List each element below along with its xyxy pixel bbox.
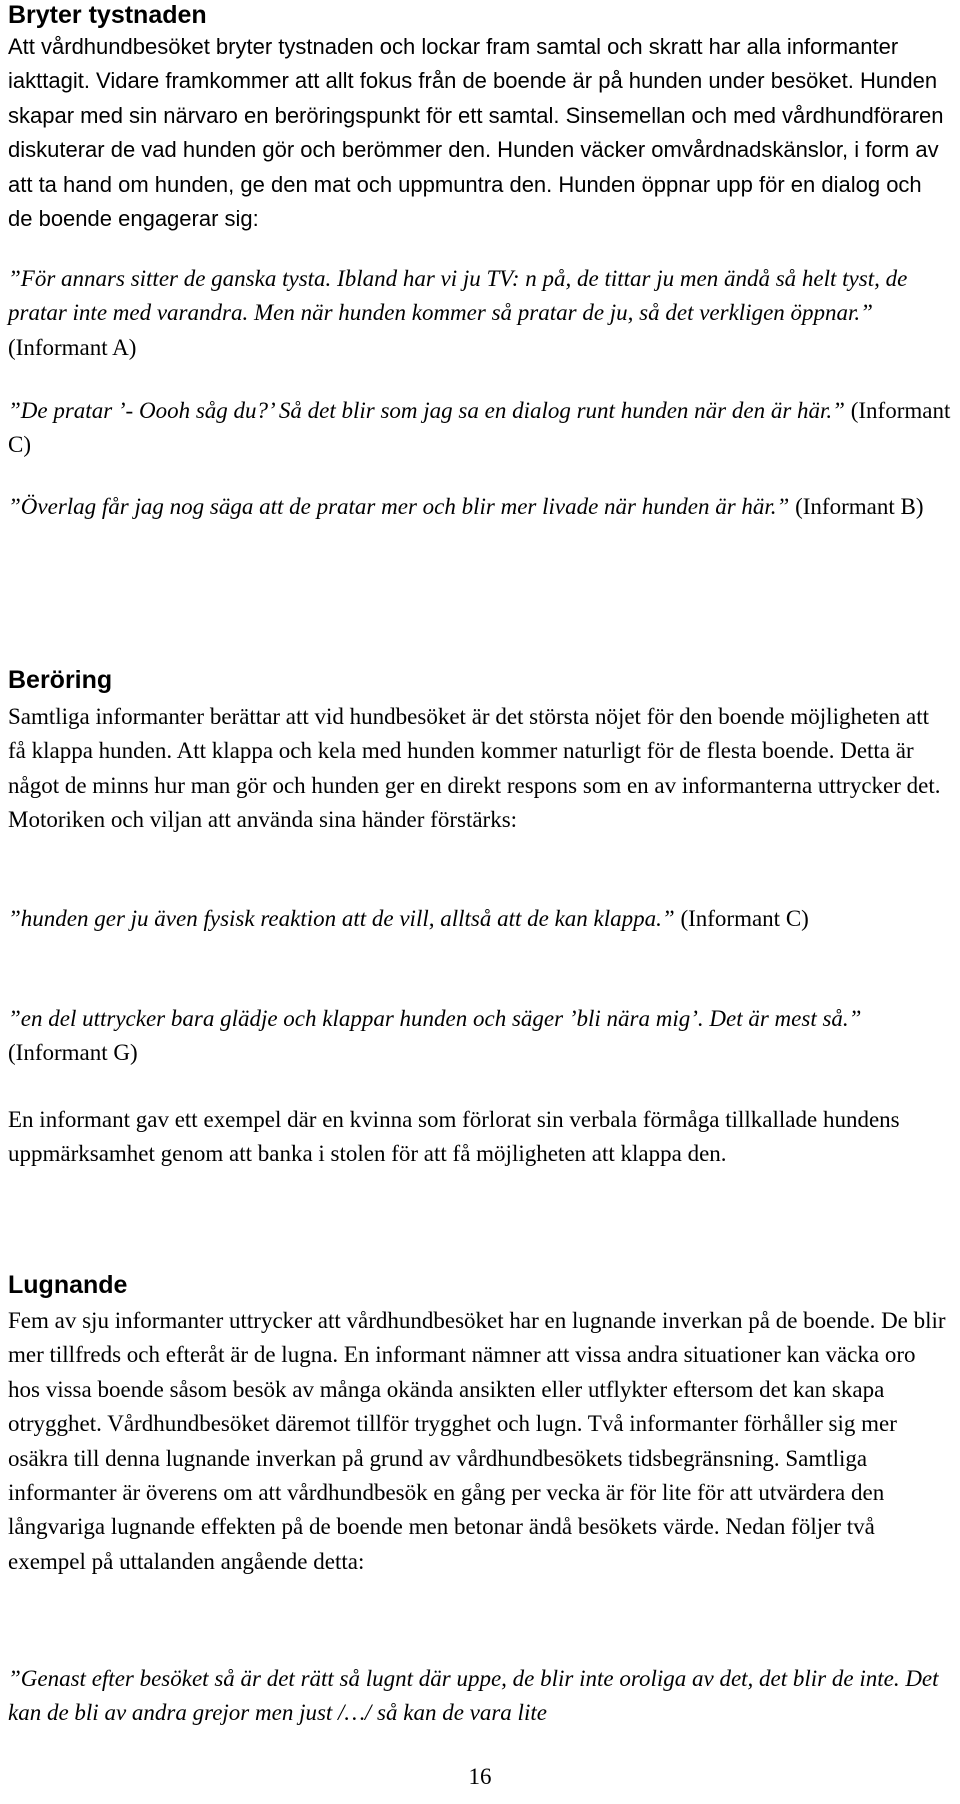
body-paragraph: Att vårdhundbesöket bryter tystnaden och lockar fram samtal och skratt har alla informanter iakttagit. Vidare framkommer att allt fokus från de boende är på hunden under besöket. Hunden skapar med sin närvaro en beröringspunkt för ett samtal. Sinsemellan och med vårdhundföraren diskuterar de vad hunden gör och berömmer den. Hunden väcker omvårdnadskänslor, i form av att ta hand om hunden, ge den mat och uppmuntra den. Hunden öppnar upp för en dialog och de boende engagerar sig: xyxy=(8,34,944,232)
quote-block xyxy=(8,1002,952,1071)
body-paragraph: Samtliga informanter berättar att vid hundbesöket är det största nöjet för den boende möjligheten att få klappa hunden. Att klappa och kela med hunden kommer naturligt för de flesta boende. Detta är något de minns hur man gör och hunden ger en direkt respons som en av informanterna uttrycker det. Motoriken och viljan att använda sina händer förstärks: xyxy=(8,704,941,833)
quote-text: ”Genast efter besöket så är det rätt så lugnt där uppe, de blir inte oroliga av det, det blir de inte. Det kan de bli av andra grejor men just /…/ så kan de vara lite xyxy=(8,1666,939,1726)
quote-text: ”en del uttrycker bara glädje och klappar hunden och säger ’bli nära mig’. Det är mest så.” xyxy=(8,1006,862,1031)
quote-text: ”hunden ger ju även fysisk reaktion att de vill, alltså att de kan klappa.” xyxy=(8,906,675,931)
quote-source: (Informant C) xyxy=(8,398,951,458)
quote-text: ”De pratar ’- Oooh såg du?’ Så det blir som jag sa en dialog runt hunden när den är här.” xyxy=(8,398,845,423)
quote-block xyxy=(8,262,952,365)
page-number: 16 xyxy=(468,1764,492,1789)
quote-block xyxy=(8,394,952,463)
quote-text: ”För annars sitter de ganska tysta. Ibland har vi ju TV: n på, de tittar ju men ändå så helt tyst, de pratar inte med varandra. Men när hunden kommer så pratar de ju, så det verkligen öppnar.” xyxy=(8,266,908,326)
quote-source: (Informant B) xyxy=(795,494,924,519)
quote-text: ”Överlag får jag nog säga att de pratar mer och blir mer livade när hunden är här.” xyxy=(8,494,790,519)
quote-source: (Informant C) xyxy=(680,906,809,931)
quote-source: (Informant A) xyxy=(8,334,137,360)
section-heading-bryter-tystnaden: Bryter tystnaden xyxy=(8,1,207,29)
section-heading-lugnande: Lugnande xyxy=(8,1271,128,1299)
quote-block xyxy=(8,902,952,936)
quote-block xyxy=(8,1662,952,1731)
quote-block xyxy=(8,490,952,524)
body-paragraph: Fem av sju informanter uttrycker att vårdhundbesöket har en lugnande inverkan på de boende. De blir mer tillfreds och efteråt är de lugna. En informant nämner att vissa andra situationer kan väcka oro hos vissa boende såsom besök av många okända ansikten eller utflykter eftersom det kan skapa otrygghet. Vårdhundbesöket däremot tillför trygghet och lugn. Två informanter förhåller sig mer osäkra till denna lugnande inverkan på grund av vårdhundbesökets tidsbegränsning. Samtliga informanter är överens om att vårdhundbesök en gång per vecka är för lite för att utvärdera den långvariga lugnande effekten på de boende men betonar ändå besökets värde. Nedan följer två exempel på uttalanden angående detta: xyxy=(8,1308,946,1574)
body-paragraph: En informant gav ett exempel där en kvinna som förlorat sin verbala förmåga tillkallade hundens uppmärksamhet genom att banka i stolen för att få möjligheten att klappa den. xyxy=(8,1107,900,1167)
quote-source: (Informant G) xyxy=(8,1040,138,1066)
section-heading-beroring: Beröring xyxy=(8,666,113,694)
